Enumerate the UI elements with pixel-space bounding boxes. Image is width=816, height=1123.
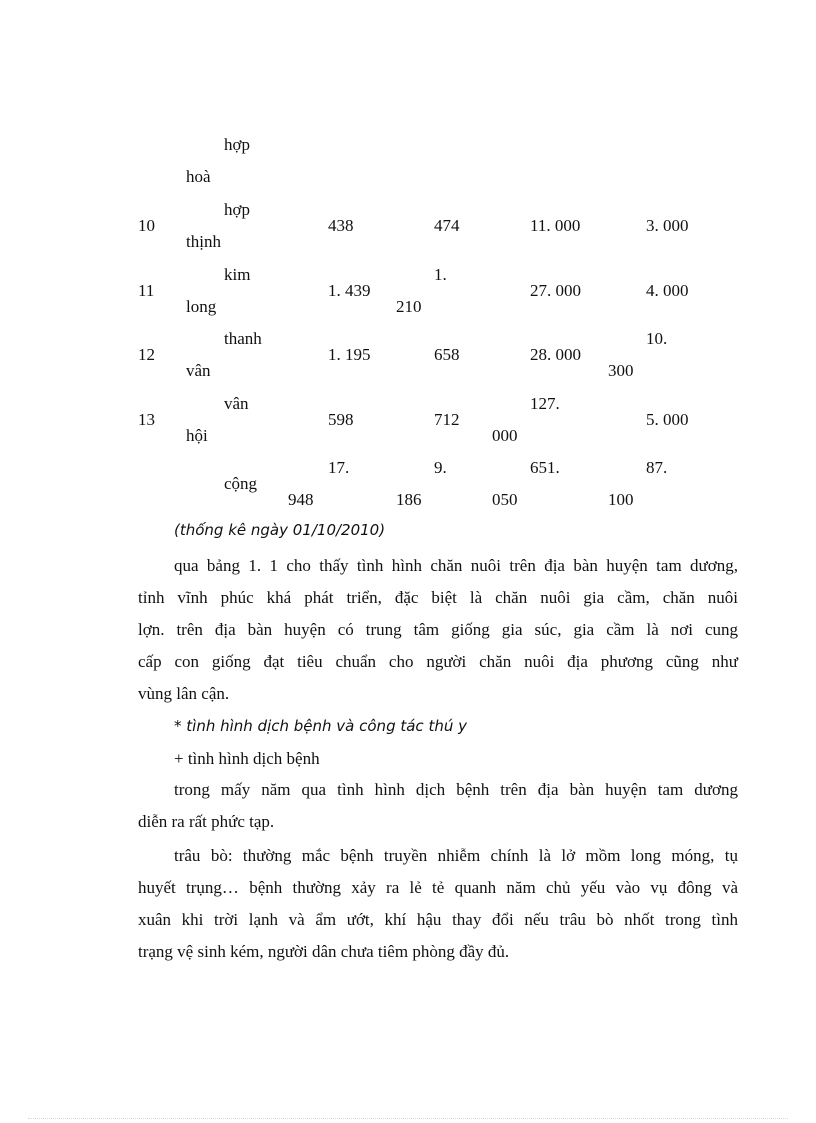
paragraph-line: lợn. trên địa bàn huyện có trung tâm giống gia súc, gia cầm là nơi cung <box>138 620 738 639</box>
page-bottom-divider <box>28 1118 788 1119</box>
row-12-number: 12 <box>138 345 155 364</box>
paragraph-line: xuân khi trời lạnh và ẩm ướt, khí hậu thay đổi nếu trâu bò nhốt trong tình <box>138 910 738 929</box>
row-12-name-bottom: vân <box>186 361 211 380</box>
section-heading-disease: * tình hình dịch bệnh và công tác thú y <box>174 717 467 735</box>
row-hop-hoa-name-top: hợp <box>224 135 250 154</box>
total-col4-top: 87. <box>646 458 668 477</box>
total-col4-bottom: 100 <box>608 490 634 509</box>
row-13-number: 13 <box>138 410 155 429</box>
paragraph-buffalo-cattle <box>138 840 738 968</box>
row-11-name-bottom: long <box>186 297 217 316</box>
table-caption: (thống kê ngày 01/10/2010) <box>174 521 386 539</box>
paragraph-line: qua bảng 1. 1 cho thấy tình hình chăn nuôi trên địa bàn huyện tam dương, <box>174 556 738 575</box>
subheading-disease-situation: + tình hình dịch bệnh <box>174 749 320 768</box>
row-13-col4: 5. 000 <box>646 410 689 429</box>
paragraph-line: trâu bò: thường mắc bệnh truyền nhiễm chính là lở mồm long móng, tụ <box>174 846 738 865</box>
paragraph-line: trạng vệ sinh kém, người dân chưa tiêm phòng đầy đủ. <box>138 942 510 961</box>
row-12-name-top: thanh <box>224 329 262 348</box>
paragraph-line: huyết trụng… bệnh thường xảy ra lẻ tẻ quanh năm chủ yếu vào vụ đông và <box>138 878 738 897</box>
total-col3-top: 651. <box>530 458 560 477</box>
row-hop-hoa-name-bottom: hoà <box>186 167 211 186</box>
row-11-col1: 1. 439 <box>328 281 371 300</box>
row-11-col3: 27. 000 <box>530 281 581 300</box>
paragraph-line: diễn ra rất phức tạp. <box>138 812 275 831</box>
row-13-col2: 712 <box>434 410 460 429</box>
total-col3-bottom: 050 <box>492 490 518 509</box>
paragraph-disease-complex <box>138 774 738 838</box>
paragraph-line: cấp con giống đạt tiêu chuẩn cho người chăn nuôi địa phương cũng như <box>138 652 738 671</box>
row-10-name-top: hợp <box>224 200 250 219</box>
row-10-col4: 3. 000 <box>646 216 689 235</box>
total-col2-top: 9. <box>434 458 447 477</box>
row-10-col1: 438 <box>328 216 354 235</box>
row-11-col4: 4. 000 <box>646 281 689 300</box>
row-12-col4-top: 10. <box>646 329 668 348</box>
row-12-col1: 1. 195 <box>328 345 371 364</box>
paragraph-line: tỉnh vĩnh phúc khá phát triển, đặc biệt là chăn nuôi gia cầm, chăn nuôi <box>138 588 738 607</box>
row-11-col2-top: 1. <box>434 265 447 284</box>
paragraph-line: trong mấy năm qua tình hình dịch bệnh trên địa bàn huyện tam dương <box>174 780 738 799</box>
row-13-name-top: vân <box>224 394 249 413</box>
row-11-number: 11 <box>138 281 155 300</box>
total-row-label: cộng <box>224 474 258 493</box>
total-col1-top: 17. <box>328 458 350 477</box>
paragraph-line: vùng lân cận. <box>138 684 230 703</box>
row-10-col2: 474 <box>434 216 460 235</box>
row-13-name-bottom: hội <box>186 426 208 445</box>
row-13-col3-top: 127. <box>530 394 560 413</box>
row-11-col2-bottom: 210 <box>396 297 422 316</box>
row-12-col3: 28. 000 <box>530 345 581 364</box>
row-10-col3: 11. 000 <box>530 216 581 235</box>
row-13-col1: 598 <box>328 410 354 429</box>
row-12-col2: 658 <box>434 345 460 364</box>
row-12-col4-bottom: 300 <box>608 361 634 380</box>
row-10-name-bottom: thịnh <box>186 232 221 251</box>
paragraph-livestock-summary <box>138 550 738 710</box>
total-col2-bottom: 186 <box>396 490 422 509</box>
total-col1-bottom: 948 <box>288 490 314 509</box>
row-13-col3-bottom: 000 <box>492 426 518 445</box>
row-10-number: 10 <box>138 216 155 235</box>
row-11-name-top: kim <box>224 265 251 284</box>
